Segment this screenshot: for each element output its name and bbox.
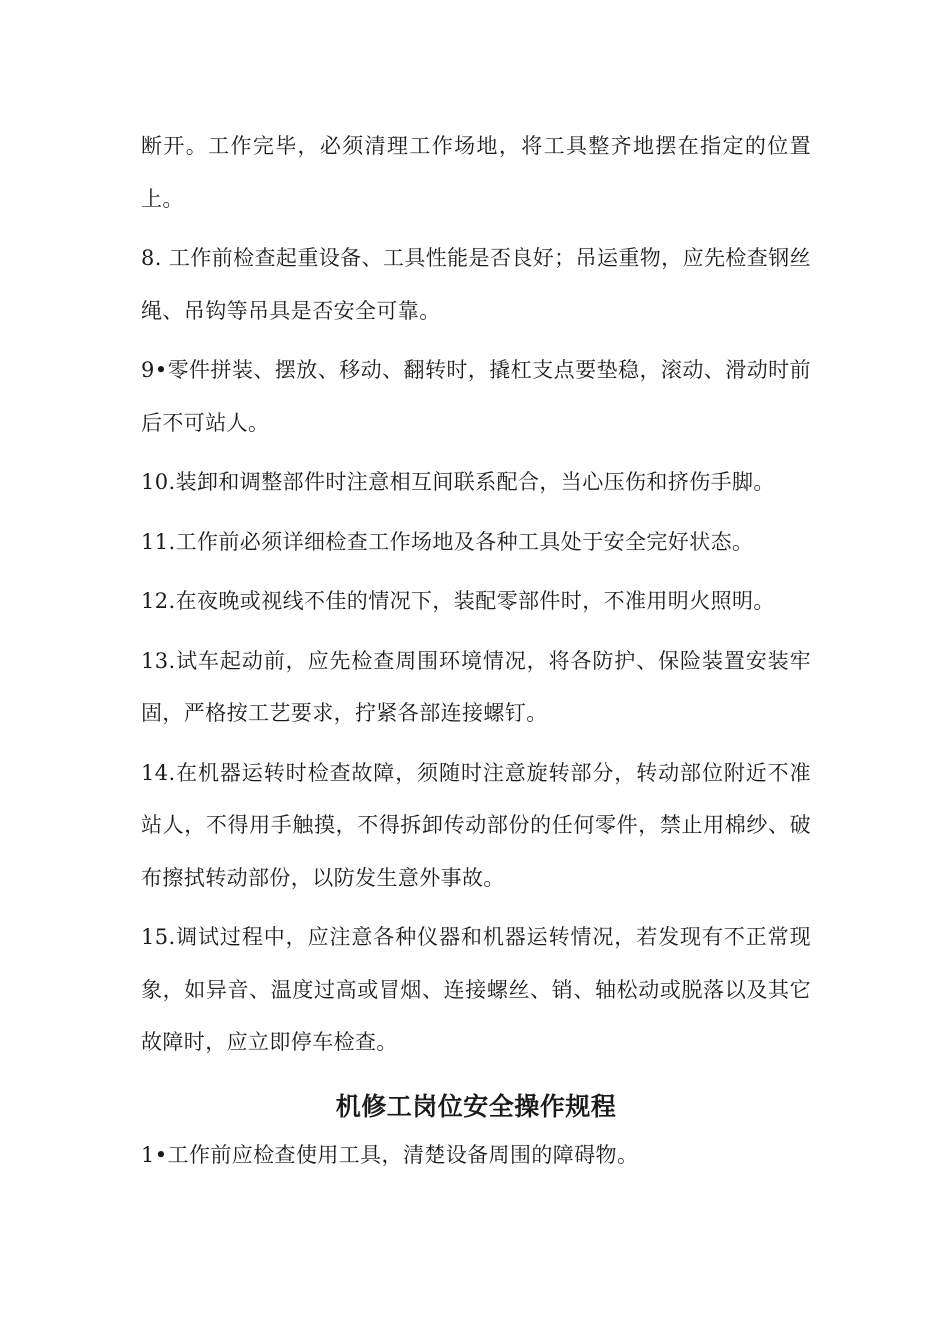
section-title: 机修工岗位安全操作规程 bbox=[335, 1091, 617, 1121]
paragraph-item-11: 11.工作前必须详细检查工作场地及各种工具处于安全完好状态。 bbox=[141, 529, 754, 554]
paragraph-continuation: 断开。工作完毕，必须清理工作场地，将工具整齐地摆在指定的位置上。 bbox=[141, 134, 811, 211]
paragraph-item-12: 12.在夜晚或视线不佳的情况下，装配零部件时，不准用明火照明。 bbox=[141, 589, 775, 613]
document-body bbox=[141, 120, 811, 1188]
paragraph-item-8: 8. 工作前检查起重设备、工具性能是否良好；吊运重物，应先检查钢丝绳、吊钩等吊具是否安全可靠。 bbox=[141, 246, 811, 323]
paragraph-item-9: 9•零件拼装、摆放、移动、翻转时，撬杠支点要垫稳，滚动、滑动时前后不可站人。 bbox=[141, 358, 811, 435]
section-paragraph-item-1: 1•工作前应检查使用工具，清楚设备周围的障碍物。 bbox=[141, 1142, 639, 1167]
paragraph-item-10: 10.装卸和调整部件时注意相互间联系配合，当心压伤和挤伤手脚。 bbox=[141, 470, 775, 494]
paragraph-item-13: 13.试车起动前，应先检查周围环境情况，将各防护、保险装置安装牢固，严格按工艺要求，拧紧各部连接螺钉。 bbox=[141, 648, 811, 725]
paragraph-item-14: 14.在机器运转时检查故障，须随时注意旋转部分，转动部位附近不准站人，不得用手触摸，不得拆卸传动部份的任何零件，禁止用棉纱、破布擦拭转动部份，以防发生意外事故。 bbox=[141, 760, 811, 890]
paragraph-item-15: 15.调试过程中，应注意各种仪器和机器运转情况，若发现有不正常现象，如异音、温度过高或冒烟、连接螺丝、销、轴松动或脱落以及其它故障时，应立即停车检查。 bbox=[141, 925, 811, 1054]
